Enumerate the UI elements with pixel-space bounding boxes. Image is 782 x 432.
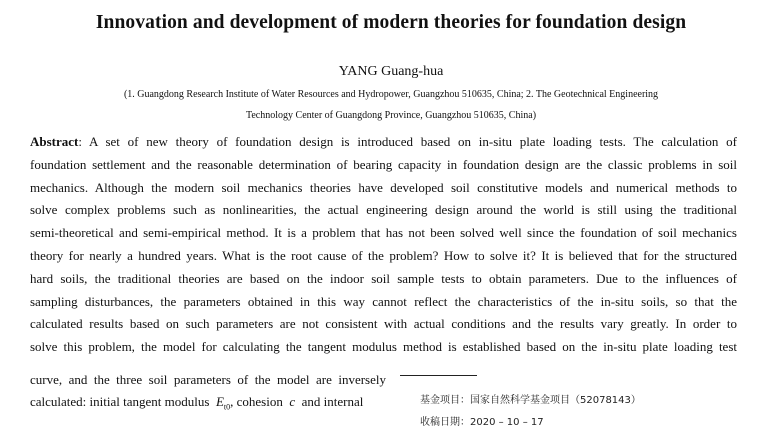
affiliation-line-1: (1. Guangdong Research Institute of Water Resources and Hydropower, Guangzhou 510635, China; 2. The Geotechnical Engineering (123, 89, 659, 100)
author-name: YANG Guang-hua (338, 64, 444, 79)
abstract-line: hard soils, the traditional theories are based on the indoor soil sample tests to obtain parameters. Due to the influences of (30, 270, 737, 286)
abstract-line: calculated results based on such parameters are not consistent with actual conditions and the results vary greatly. In order to (30, 316, 737, 332)
abstract-line: theory for nearly a hundred years. What is the root cause of the problem? How to solve it? It is believed that for the structured (30, 247, 737, 263)
abstract-line: foundation settlement and the reasonable determination of bearing capacity in foundation design are the classic problems in soil (30, 156, 737, 172)
funding-label: 基金项目： (420, 395, 470, 406)
abstract-line: mechanics. Although the modern soil mechanics theories have developed soil constitutive models and numerical methods to (30, 179, 737, 195)
abstract-label: Abstract (30, 134, 79, 149)
paper-title: Innovation and development of modern theories for foundation design (95, 12, 687, 33)
abstract-line: solve complex problems such as nonlinearities, the actual engineering design around the world is still using the traditional (30, 202, 737, 218)
funding-note (420, 391, 641, 406)
abstract-line (30, 131, 737, 154)
abstract-tail-line-2 (30, 394, 386, 412)
tail-text-b: , cohesion (230, 394, 283, 409)
abstract-tail-line-1: curve, and the three soil parameters of the model are inversely (30, 372, 386, 387)
received-label: 收稿日期： (420, 417, 470, 428)
abstract-text: : A set of new theory of foundation design is introduced based on in-situ plate loading tests. The calculation of (78, 134, 737, 149)
math-symbol-e: E (215, 394, 224, 409)
abstract-line: solve this problem, the model for calculating the tangent modulus method is established based on the in-situ plate loading test (30, 339, 737, 355)
received-date-note (420, 413, 544, 428)
affiliation-line-2: Technology Center of Guangdong Province, Guangzhou 510635, China) (245, 110, 537, 121)
abstract-line: semi-theoretical and semi-empirical method. It is a problem that has not been solved well since the foundation of soil mechanics (30, 225, 737, 241)
abstract (30, 131, 737, 359)
footnote-divider (400, 375, 477, 376)
funding-text: 国家自然科学基金项目（52078143） (470, 395, 641, 406)
math-subscript-t0: t0 (223, 402, 231, 412)
received-date: 2020 – 10 – 17 (470, 417, 544, 428)
abstract-line: sampling disturbances, the parameters obtained in this way cannot reflect the characteristics of the in-situ soils, so that the (30, 293, 737, 309)
math-symbol-c: c (289, 394, 296, 409)
tail-text-d: and internal (301, 394, 364, 409)
tail-text-a: calculated: initial tangent modulus (30, 394, 210, 409)
